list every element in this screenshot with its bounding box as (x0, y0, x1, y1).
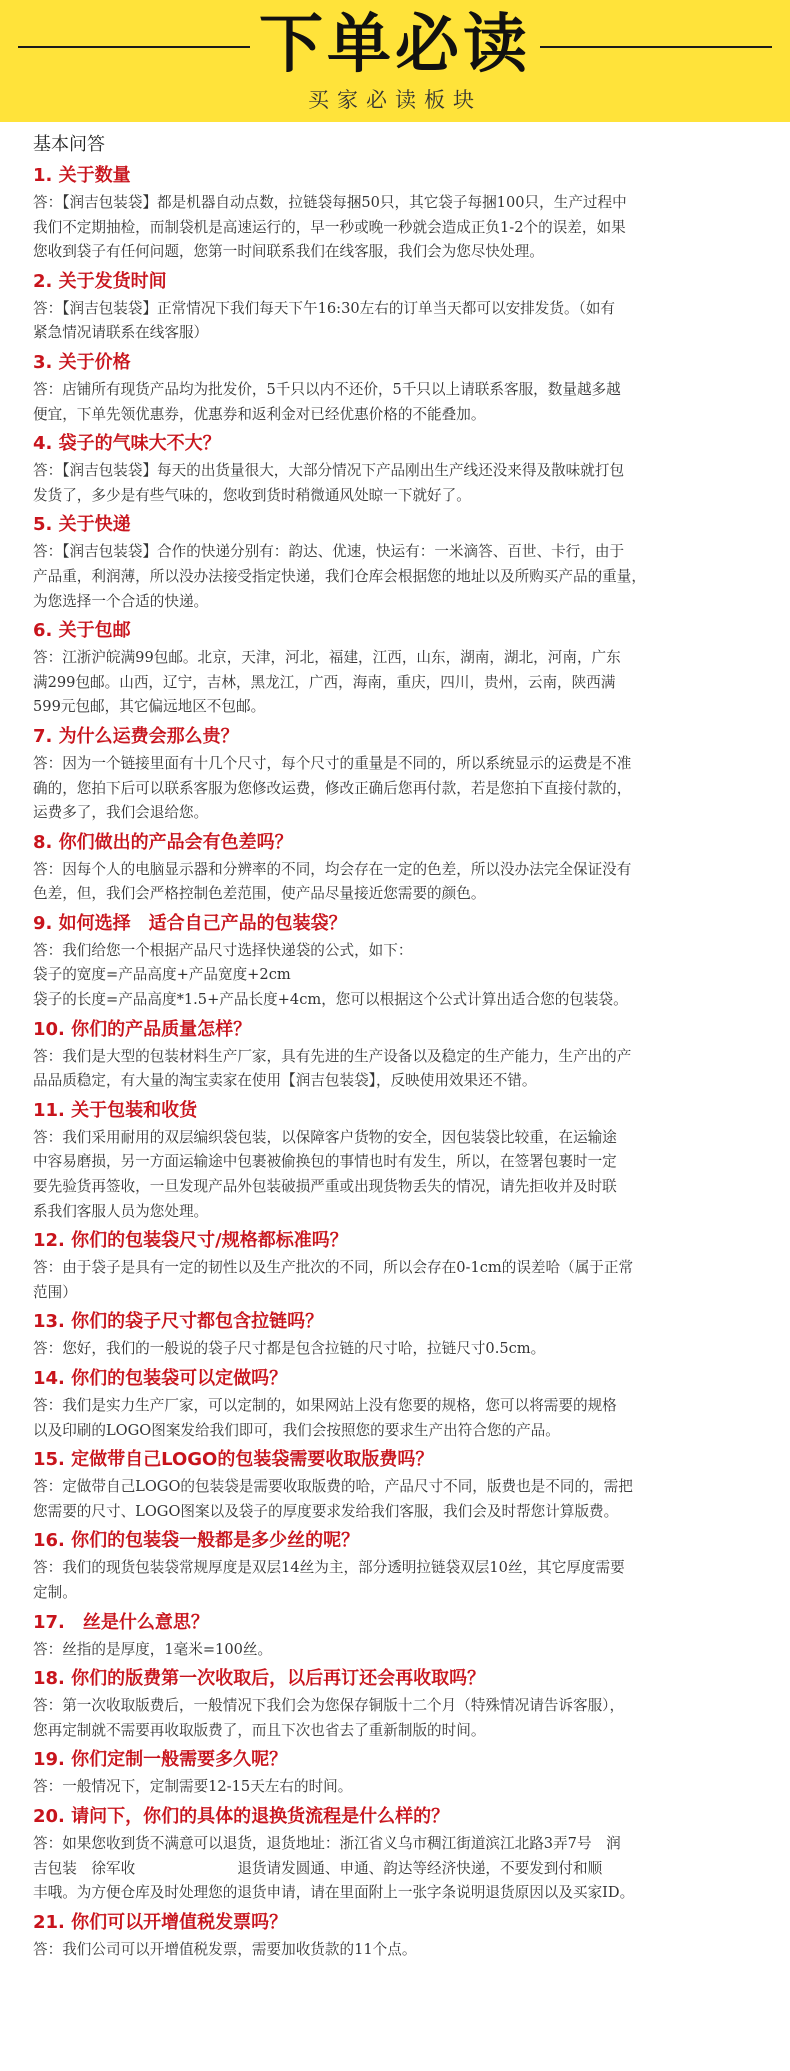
faq-item (33, 1365, 762, 1443)
faq-item (33, 1909, 762, 1963)
faq-question: 21. 你们可以开增值税发票吗？ (33, 1911, 288, 1933)
faq-question: 7. 为什么运费会那么贵？ (33, 725, 239, 747)
faq-answer: 答：定做带自己LOGO的包装袋是需要收取版费的哈，产品尺寸不同，版费也是不同的，需把 您需要的尺寸、LOGO图案以及袋子的厚度要求发给我们客服，我们会及时帮您计算版费。 (33, 1478, 633, 1520)
faq-answer: 答：您好，我们的一般说的袋子尺寸都是包含拉链的尺寸哈，拉链尺寸0.5cm。 (33, 1340, 546, 1358)
faq-item (33, 1227, 762, 1305)
faq-item (33, 1609, 762, 1663)
faq-answer: 答：我们给您一个根据产品尺寸选择快递袋的公式，如下： 袋子的宽度=产品高度+产品宽度+2cm 袋子的长度=产品高度*1.5+产品长度+4cm，您可以根据这个公式计算出适合您的包装袋。 (33, 941, 628, 1009)
faq-answer: 答：一般情况下，定制需要12-15天左右的时间。 (33, 1778, 353, 1796)
faq-item (33, 162, 762, 265)
faq-item (33, 1097, 762, 1224)
faq-answer: 答：我们公司可以开增值税发票，需要加收货款的11个点。 (33, 1940, 417, 1958)
faq-question: 17. 丝是什么意思？ (33, 1611, 209, 1633)
faq-content (0, 122, 790, 1962)
faq-question: 6. 关于包邮 (33, 620, 131, 642)
faq-item (33, 829, 762, 907)
faq-question: 13. 你们的袋子尺寸都包含拉链吗？ (33, 1311, 324, 1333)
faq-answer: 答：我们是大型的包装材料生产厂家，具有先进的生产设备以及稳定的生产能力，生产出的产 品品质稳定，有大量的淘宝卖家在使用【润吉包装袋】，反映使用效果还不错。 (33, 1047, 632, 1090)
faq-question: 9. 如何选择 适合自己产品的包装袋？ (33, 912, 347, 934)
faq-answer: 答：如果您收到货不满意可以退货，退货地址：浙江省义乌市稠江街道滨江北路3弄7号 润 吉包装 徐军收 退货请发圆通、申通、韵达等经济快递，不要发到付和顺 丰哦。为方便仓库及时处理您的退货申请，请在里面附上一张字条说明退货原因以及买家ID。 (33, 1834, 635, 1902)
faq-item (33, 1803, 762, 1906)
faq-answer: 答：店铺所有现货产品均为批发价，5千只以内不还价，5千只以上请联系客服，数量越多越 便宜，下单先领优惠券，优惠券和返利金对已经优惠价格的不能叠加。 (33, 380, 621, 423)
faq-question: 5. 关于快递 (33, 514, 131, 536)
faq-question: 3. 关于价格 (33, 351, 131, 373)
faq-answer: 答：【润吉包装袋】正常情况下我们每天下午16:30左右的订单当天都可以安排发货。（如有 紧急情况请联系在线客服） (33, 299, 616, 342)
faq-question: 16. 你们的包装袋一般都是多少丝的呢？ (33, 1530, 360, 1552)
faq-list (33, 162, 762, 1962)
faq-question: 15. 定做带自己LOGO的包装袋需要收取版费吗？ (33, 1449, 434, 1471)
faq-item (33, 1308, 762, 1362)
faq-answer: 答：【润吉包装袋】合作的快递分别有：韵达、优速，快运有：一米滴答、百世、卡行，由于 产品重，利润薄，所以没办法接受指定快递，我们仓库会根据您的地址以及所购买产品的重量， 为您选择一个合适的快递。 (33, 543, 646, 610)
faq-item (33, 1746, 762, 1800)
section-title: 基本问答 (33, 134, 105, 155)
faq-question: 11. 关于包装和收货 (33, 1099, 198, 1121)
faq-item (33, 511, 762, 614)
faq-question: 8. 你们做出的产品会有色差吗？ (33, 831, 293, 853)
page-subtitle: 买家必读板块 (308, 88, 482, 112)
faq-question: 10. 你们的产品质量怎样？ (33, 1018, 252, 1040)
faq-question: 14. 你们的包装袋可以定做吗？ (33, 1368, 288, 1389)
faq-answer: 答：【润吉包装袋】都是机器自动点数，拉链袋每捆50只，其它袋子每捆100只，生产过程中 我们不定期抽检，而制袋机是高速运行的，早一秒或晚一秒就会造成正负1-2个的误差，如果 您收到袋子有任何问题，您第一时间联系我们在线客服，我们会为您尽快处理。 (33, 194, 627, 261)
faq-answer: 答：丝指的是厚度，1毫米=100丝。 (33, 1640, 273, 1658)
faq-item (33, 617, 762, 720)
faq-answer: 答：江浙沪皖满99包邮。北京，天津，河北，福建，江西，山东，湖南，湖北，河南，广东 满299包邮。山西，辽宁，吉林，黑龙江，广西，海南，重庆，四川，贵州，云南，陕西满 599元包邮，其它偏远地区不包邮。 (33, 649, 621, 716)
faq-answer: 答：由于袋子是具有一定的韧性以及生产批次的不同，所以会存在0-1cm的误差哈（属于正常 范围） (33, 1259, 634, 1301)
faq-answer: 答：我们的现货包装袋常规厚度是双层14丝为主，部分透明拉链袋双层10丝，其它厚度需要 定制。 (33, 1559, 625, 1601)
faq-question: 19. 你们定制一般需要多久呢？ (33, 1749, 288, 1771)
faq-question: 4. 袋子的气味大不大？ (33, 433, 221, 455)
faq-answer: 答：因为一个链接里面有十几个尺寸，每个尺寸的重量是不同的，所以系统显示的运费是不准 确的，您拍下后可以联系客服为您修改运费，修改正确后您再付款，若是您拍下直接付款的， 运费多了，我们会退给您。 (33, 754, 632, 822)
faq-item (33, 1665, 762, 1743)
faq-item (33, 723, 762, 826)
faq-item (33, 1446, 762, 1524)
faq-item (33, 1016, 762, 1094)
faq-question: 20. 请问下，你们的具体的退换货流程是什么样的？ (33, 1805, 450, 1827)
header-banner (0, 0, 790, 122)
faq-question: 12. 你们的包装袋尺寸/规格都标准吗？ (33, 1230, 348, 1252)
faq-answer: 答：我们采用耐用的双层编织袋包装，以保障客户货物的安全，因包装袋比较重，在运输途 中容易磨损，另一方面运输途中包裹被偷换包的事情也时有发生，所以，在签署包裹时一定 要先验货再签收，一旦发现产品外包装破损严重或出现货物丢失的情况，请先拒收并及时联 系我们客服人员为您处理。 (33, 1128, 617, 1220)
faq-item (33, 349, 762, 427)
page-title: 下单必读 (259, 8, 531, 82)
faq-item (33, 910, 762, 1013)
faq-answer: 答：【润吉包装袋】每天的出货量很大，大部分情况下产品刚出生产线还没来得及散味就打包 发货了，多少是有些气味的，您收到货时稍微通风处晾一下就好了。 (33, 462, 625, 504)
faq-question: 18. 你们的版费第一次收取后，以后再订还会再收取吗？ (33, 1668, 486, 1690)
faq-item (33, 268, 762, 346)
faq-answer: 答：第一次收取版费后，一般情况下我们会为您保存铜版十二个月（特殊情况请告诉客服）， 您再定制就不需要再收取版费了，而且下次也省去了重新制版的时间。 (33, 1697, 625, 1739)
faq-question: 2. 关于发货时间 (33, 270, 167, 292)
faq-answer: 答：因每个人的电脑显示器和分辨率的不同，均会存在一定的色差，所以没办法完全保证没有 色差，但，我们会严格控制色差范围，使产品尽量接近您需要的颜色。 (33, 860, 632, 903)
faq-question: 1. 关于数量 (33, 165, 131, 186)
faq-item (33, 430, 762, 508)
faq-item (33, 1527, 762, 1605)
faq-answer: 答：我们是实力生产厂家，可以定制的，如果网站上没有您要的规格，您可以将需要的规格 以及印刷的LOGO图案发给我们即可，我们会按照您的要求生产出符合您的产品。 (33, 1397, 617, 1439)
